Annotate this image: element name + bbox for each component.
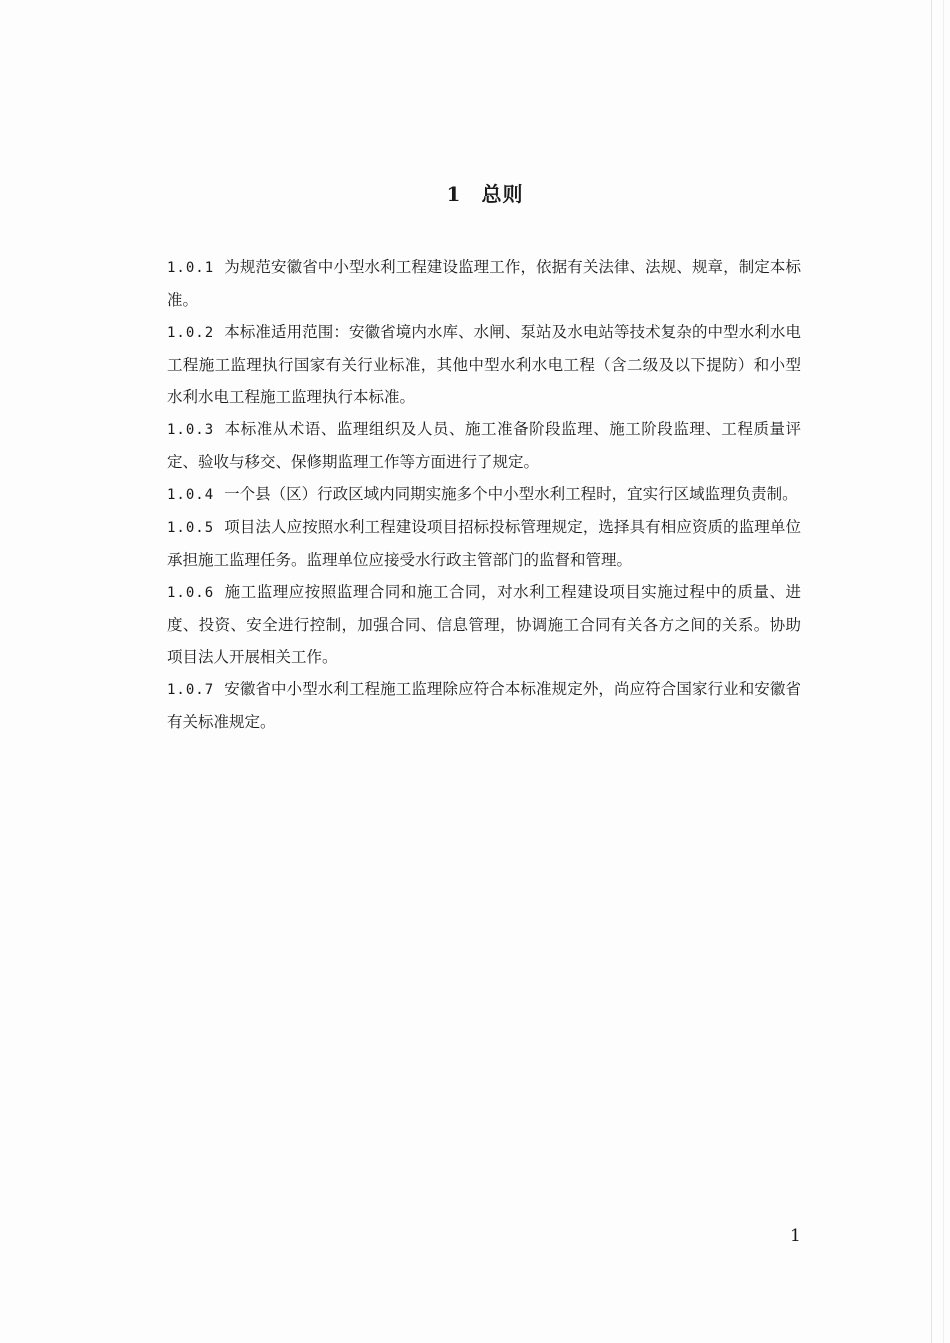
clause-1-0-5 <box>167 511 801 576</box>
clause-text: 本标准从术语、监理组织及人员、施工准备阶段监理、施工阶段监理、工程质量评定、验收与移交、保修期监理工作等方面进行了规定。 <box>167 420 801 471</box>
clause-1-0-4 <box>167 478 801 511</box>
clause-text: 本标准适用范围：安徽省境内水库、水闸、泵站及水电站等技术复杂的中型水利水电工程施工监理执行国家有关行业标准，其他中型水利水电工程（含二级及以下提防）和小型水利水电工程施工监理执行本标准。 <box>167 323 801 406</box>
clause-1-0-2 <box>167 316 801 413</box>
clause-text: 安徽省中小型水利工程施工监理除应符合本标准规定外，尚应符合国家行业和安徽省有关标准规定。 <box>167 680 801 731</box>
clause-1-0-6 <box>167 576 801 673</box>
clause-1-0-3 <box>167 413 801 478</box>
chapter-number: 1 <box>446 182 462 206</box>
clause-text: 项目法人应按照水利工程建设项目招标投标管理规定，选择具有相应资质的监理单位承担施工监理任务。监理单位应接受水行政主管部门的监督和管理。 <box>167 518 801 569</box>
chapter-heading <box>0 178 950 207</box>
clause-number: 1.0.6 <box>167 585 215 601</box>
clause-1-0-7 <box>167 673 801 738</box>
page-number: 1 <box>790 1226 801 1246</box>
clause-list <box>167 251 801 738</box>
clause-number: 1.0.5 <box>167 520 215 536</box>
clause-number: 1.0.7 <box>167 682 215 698</box>
chapter-title: 总则 <box>481 182 524 206</box>
clause-text: 一个县（区）行政区域内同期实施多个中小型水利工程时，宜实行区域监理负责制。 <box>224 485 798 503</box>
clause-number: 1.0.3 <box>167 422 215 438</box>
clause-number: 1.0.2 <box>167 325 215 341</box>
clause-1-0-1 <box>167 251 801 316</box>
clause-text: 施工监理应按照监理合同和施工合同，对水利工程建设项目实施过程中的质量、进度、投资、安全进行控制，加强合同、信息管理，协调施工合同有关各方之间的关系。协助项目法人开展相关工作。 <box>167 583 801 666</box>
clause-text: 为规范安徽省中小型水利工程建设监理工作，依据有关法律、法规、规章，制定本标准。 <box>167 258 801 309</box>
clause-number: 1.0.4 <box>167 487 215 503</box>
clause-number: 1.0.1 <box>167 260 215 276</box>
